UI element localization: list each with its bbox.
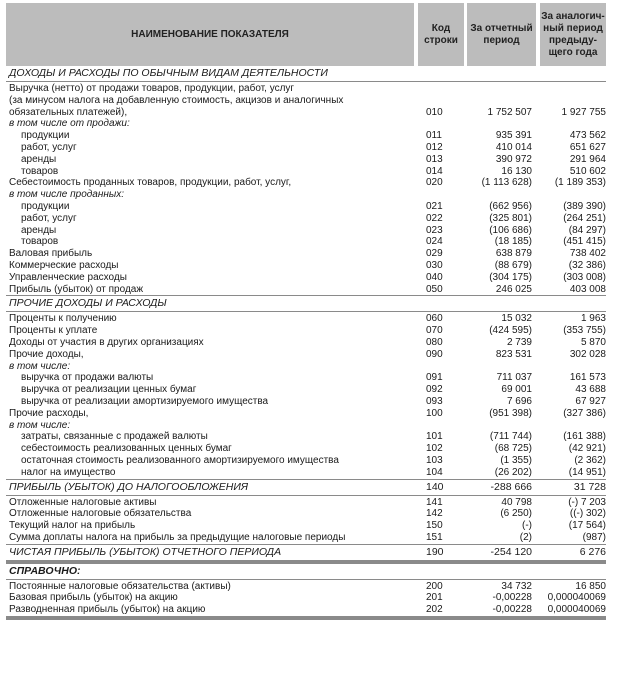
row-current: (26 202) xyxy=(494,466,532,478)
table-row xyxy=(6,420,606,432)
table-row xyxy=(6,349,606,361)
row-previous: 302 028 xyxy=(569,348,606,360)
table-row xyxy=(6,83,606,95)
table-row xyxy=(6,166,606,178)
section-ordinary xyxy=(6,66,606,82)
row-current: -254 120 xyxy=(490,545,532,558)
row-code: 100 xyxy=(426,407,443,419)
row-code xyxy=(418,420,468,432)
row-label: товаров xyxy=(21,236,59,248)
section-title: ПРОЧИЕ ДОХОДЫ И РАСХОДЫ xyxy=(9,297,167,310)
row-label: Управленческие расходы xyxy=(9,271,127,283)
section-title: ДОХОДЫ И РАСХОДЫ ПО ОБЫЧНЫМ ВИДАМ ДЕЯТЕЛЬНОСТИ xyxy=(9,67,328,79)
row-previous xyxy=(536,118,606,130)
row-label: Сумма доплаты налога на прибыль за предыдущие налоговые периоды xyxy=(9,531,346,543)
row-previous: 16 850 xyxy=(575,580,606,592)
row-code: 150 xyxy=(426,520,443,532)
row-code: 012 xyxy=(426,141,443,153)
row-previous: ((-) 302) xyxy=(569,508,606,520)
row-current: (6 250) xyxy=(500,508,532,520)
row-label: работ, услуг xyxy=(21,141,77,153)
row-code: 200 xyxy=(426,580,443,592)
table-row xyxy=(6,408,606,420)
row-code: 090 xyxy=(426,348,443,360)
table-row xyxy=(6,520,606,532)
row-label: Постоянные налоговые обязательства (активы) xyxy=(9,580,231,592)
table-row xyxy=(6,213,606,225)
row-previous: 6 276 xyxy=(579,545,606,558)
row-label: Отложенные налоговые активы xyxy=(9,496,157,508)
row-code: 030 xyxy=(426,259,443,271)
table-row xyxy=(6,508,606,520)
row-current: 40 798 xyxy=(501,496,532,508)
income-statement-table xyxy=(6,3,606,620)
row-current: -0,00228 xyxy=(492,604,532,616)
table-row xyxy=(6,431,606,443)
table-row xyxy=(6,95,606,107)
row-previous: 43 688 xyxy=(575,384,606,396)
table-row xyxy=(6,443,606,455)
row-current: (304 175) xyxy=(489,271,532,283)
row-previous: 31 728 xyxy=(573,480,606,493)
row-current: (662 956) xyxy=(489,200,532,212)
row-current: (88 679) xyxy=(494,259,532,271)
row-label: остаточная стоимость реализованного амортизируемого имущества xyxy=(21,454,339,466)
row-code: 020 xyxy=(426,177,443,189)
row-code: 093 xyxy=(426,395,443,407)
row-previous: 510 602 xyxy=(569,165,606,177)
row-current: 15 032 xyxy=(501,313,532,325)
row-code: 023 xyxy=(426,224,443,236)
table-row xyxy=(6,532,606,544)
row-code: 060 xyxy=(426,313,443,325)
row-label: Разводненная прибыль (убыток) на акцию xyxy=(9,604,206,616)
row-previous: 651 627 xyxy=(569,141,606,153)
row-previous: (1 189 353) xyxy=(554,177,606,189)
row-previous: (303 008) xyxy=(563,271,606,283)
row-previous: (264 251) xyxy=(563,212,606,224)
row-code: 050 xyxy=(426,283,443,295)
row-current: -0,00228 xyxy=(492,592,532,604)
group-tax xyxy=(6,497,606,545)
row-code: 013 xyxy=(426,153,443,165)
row-code: 103 xyxy=(426,454,443,466)
row-code: 104 xyxy=(426,466,443,478)
row-pretax-profit xyxy=(6,480,606,496)
section-other xyxy=(6,296,606,312)
row-code xyxy=(418,83,468,95)
row-current: 935 391 xyxy=(495,130,532,142)
row-previous: (-) 7 203 xyxy=(568,496,606,508)
row-previous: (161 388) xyxy=(563,431,606,443)
row-label: Прибыль (убыток) от продаж xyxy=(9,283,144,295)
row-current: 1 752 507 xyxy=(487,106,532,118)
table-row xyxy=(6,455,606,467)
row-label: Выручка (нетто) от продажи товаров, продукции, работ, услуг xyxy=(9,83,295,94)
table-row xyxy=(6,284,606,296)
row-current: (711 744) xyxy=(489,431,532,443)
row-previous: (987) xyxy=(582,531,606,543)
row-previous: 738 402 xyxy=(569,248,606,260)
table-row xyxy=(6,361,606,373)
row-current: (325 801) xyxy=(489,212,532,224)
row-current: (18 185) xyxy=(494,236,532,248)
row-current: 410 014 xyxy=(495,141,532,153)
group-reference xyxy=(6,581,606,620)
row-label: работ, услуг xyxy=(21,212,77,224)
row-current: (1 355) xyxy=(500,454,532,466)
row-label: себестоимость реализованных ценных бумаг xyxy=(21,443,232,455)
row-current: 16 130 xyxy=(501,165,532,177)
row-label: продукции xyxy=(21,130,70,142)
row-previous: 1 963 xyxy=(580,313,606,325)
row-code: 029 xyxy=(426,248,443,260)
row-code: 024 xyxy=(426,236,443,248)
table-row xyxy=(6,384,606,396)
row-label: Базовая прибыль (убыток) на акцию xyxy=(9,592,178,604)
row-label: Текущий налог на прибыль xyxy=(9,520,136,532)
section-title: СПРАВОЧНО: xyxy=(9,564,81,577)
row-label: ЧИСТАЯ ПРИБЫЛЬ (УБЫТОК) ОТЧЕТНОГО ПЕРИОДА xyxy=(9,545,282,558)
row-current xyxy=(468,189,536,201)
row-label: товаров xyxy=(21,165,59,177)
row-previous: 67 927 xyxy=(575,395,606,407)
row-code: 201 xyxy=(426,592,443,604)
row-current xyxy=(468,361,536,373)
row-current: 823 531 xyxy=(495,348,532,360)
row-code: 021 xyxy=(426,200,443,212)
row-current: 69 001 xyxy=(501,384,532,396)
section-reference xyxy=(6,564,606,580)
row-previous: (451 415) xyxy=(563,236,606,248)
row-previous xyxy=(536,361,606,373)
row-previous: (84 297) xyxy=(568,224,606,236)
table-row xyxy=(6,372,606,384)
table-row xyxy=(6,154,606,166)
row-previous: (14 951) xyxy=(568,466,606,478)
row-label: выручка от реализации ценных бумаг xyxy=(21,384,197,396)
row-code: 190 xyxy=(426,545,444,558)
row-current: (106 686) xyxy=(489,224,532,236)
table-row xyxy=(6,118,606,130)
table-row xyxy=(6,272,606,284)
row-label: Коммерческие расходы xyxy=(9,259,119,271)
row-current: 390 972 xyxy=(495,153,532,165)
table-row xyxy=(6,248,606,260)
row-code: 142 xyxy=(426,508,443,520)
table-row xyxy=(6,325,606,337)
table-row xyxy=(6,604,606,616)
table-row xyxy=(6,313,606,325)
table-row xyxy=(6,107,606,119)
row-label: в том числе: xyxy=(9,360,71,372)
table-row xyxy=(6,130,606,142)
row-code: 010 xyxy=(426,106,443,118)
row-label: Прочие доходы, xyxy=(9,348,84,360)
row-code: 101 xyxy=(426,431,443,443)
row-current: 7 696 xyxy=(506,395,532,407)
row-label: в том числе от продажи: xyxy=(9,118,130,130)
table-row xyxy=(6,467,606,479)
row-code: 092 xyxy=(426,384,443,396)
row-code xyxy=(418,118,468,130)
table-row xyxy=(6,201,606,213)
row-code: 151 xyxy=(426,531,443,543)
row-code: 202 xyxy=(426,604,443,616)
table-row xyxy=(6,581,606,593)
row-code: 070 xyxy=(426,325,443,337)
row-code: 091 xyxy=(426,372,443,384)
row-label: Валовая прибыль xyxy=(9,248,93,260)
row-previous: (32 386) xyxy=(568,259,606,271)
row-previous xyxy=(536,83,606,95)
row-current xyxy=(468,118,536,130)
row-code: 022 xyxy=(426,212,443,224)
row-current: 246 025 xyxy=(495,283,532,295)
row-previous: 0,000040069 xyxy=(547,604,606,616)
row-current xyxy=(468,83,536,95)
row-previous: (389 390) xyxy=(563,200,606,212)
row-current: (68 725) xyxy=(494,443,532,455)
row-label: выручка от продажи валюты xyxy=(21,372,154,384)
row-current: (-) xyxy=(522,520,532,532)
row-current: (2) xyxy=(519,531,532,543)
row-label: Прочие расходы, xyxy=(9,407,89,419)
row-previous: 161 573 xyxy=(569,372,606,384)
row-label: обязательных платежей), xyxy=(9,106,128,118)
row-previous xyxy=(536,420,606,432)
row-previous: (42 921) xyxy=(568,443,606,455)
row-previous: 0,000040069 xyxy=(547,592,606,604)
row-label: ПРИБЫЛЬ (УБЫТОК) ДО НАЛОГООБЛОЖЕНИЯ xyxy=(9,480,249,493)
row-label: затраты, связанные с продажей валюты xyxy=(21,431,208,443)
row-previous: (353 755) xyxy=(563,325,606,337)
header-name: НАИМЕНОВАНИЕ ПОКАЗАТЕЛЯ xyxy=(6,3,414,66)
table-row xyxy=(6,236,606,248)
table-row xyxy=(6,396,606,408)
row-current xyxy=(468,95,536,107)
row-label: Себестоимость проданных товаров, продукции, работ, услуг, xyxy=(9,177,292,189)
group-other xyxy=(6,313,606,479)
row-code: 140 xyxy=(426,480,444,493)
row-previous: 403 008 xyxy=(569,283,606,295)
row-previous: 1 927 755 xyxy=(561,106,606,118)
group-ordinary xyxy=(6,83,606,296)
row-code: 080 xyxy=(426,336,443,348)
row-code: 011 xyxy=(426,130,442,142)
table-row xyxy=(6,225,606,237)
row-label: (за минусом налога на добавленную стоимость, акцизов и аналогичных xyxy=(9,94,344,106)
row-previous xyxy=(536,95,606,107)
row-label: Проценты к получению xyxy=(9,313,117,325)
row-previous: 291 964 xyxy=(569,153,606,165)
table-header xyxy=(6,3,606,66)
row-current: 2 739 xyxy=(506,336,532,348)
row-current: (1 113 628) xyxy=(481,177,532,189)
row-current: 711 037 xyxy=(496,372,532,384)
row-label: выручка от реализации амортизируемого имущества xyxy=(21,395,269,407)
row-previous xyxy=(536,189,606,201)
row-code: 040 xyxy=(426,271,443,283)
row-code xyxy=(418,95,468,107)
row-previous: (327 386) xyxy=(563,407,606,419)
row-current: (951 398) xyxy=(489,407,532,419)
row-label: Доходы от участия в других организациях xyxy=(9,336,204,348)
row-label: налог на имущество xyxy=(21,466,116,478)
header-previous-period: За аналогич-ный период предыду-щего года xyxy=(540,3,606,66)
table-row xyxy=(6,260,606,272)
table-row xyxy=(6,337,606,349)
row-previous: 473 562 xyxy=(569,130,606,142)
header-current-period: За отчетный период xyxy=(467,3,536,66)
row-code xyxy=(418,361,468,373)
header-code: Код строки xyxy=(418,3,464,66)
table-row xyxy=(6,177,606,189)
row-current: (424 595) xyxy=(489,325,532,337)
table-row xyxy=(6,189,606,201)
row-label: Проценты к уплате xyxy=(9,325,98,337)
table-row xyxy=(6,497,606,509)
row-label: аренды xyxy=(21,224,57,236)
row-net-profit xyxy=(6,545,606,564)
row-previous: (17 564) xyxy=(568,520,606,532)
row-code: 102 xyxy=(426,443,443,455)
row-label: аренды xyxy=(21,153,57,165)
row-label: продукции xyxy=(21,200,70,212)
row-label: в том числе проданных: xyxy=(9,189,124,201)
row-code: 141 xyxy=(426,496,443,508)
table-row xyxy=(6,142,606,154)
row-current: -288 666 xyxy=(490,480,532,493)
row-current xyxy=(468,420,536,432)
row-current: 34 732 xyxy=(501,580,532,592)
table-row xyxy=(6,592,606,604)
row-current: 638 879 xyxy=(495,248,532,260)
row-code: 014 xyxy=(426,165,443,177)
row-previous: (2 362) xyxy=(574,454,606,466)
row-previous: 5 870 xyxy=(580,336,606,348)
row-label: в том числе: xyxy=(9,419,71,431)
row-label: Отложенные налоговые обязательства xyxy=(9,508,192,520)
row-code xyxy=(418,189,468,201)
